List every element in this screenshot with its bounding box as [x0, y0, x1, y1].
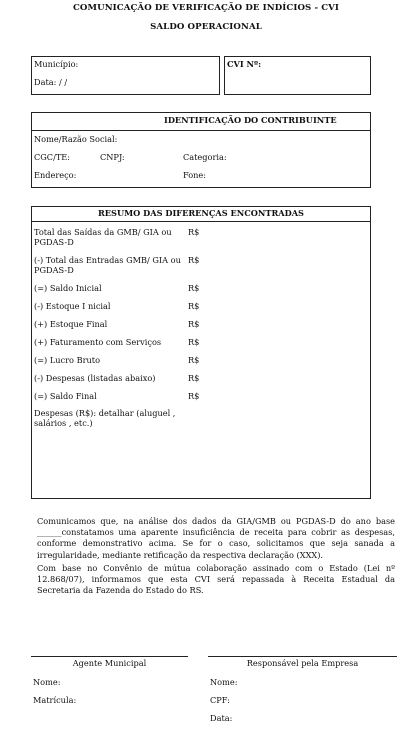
- row-despesas-value: R$: [188, 373, 200, 383]
- row-despesas-label: (-) Despesas (listadas abaixo): [34, 373, 156, 383]
- despesas-detalhar-line1: Despesas (R$): detalhar (aluguel ,: [34, 408, 176, 418]
- cgc-te-label: CGC/TE:: [34, 152, 71, 162]
- cvi-number-label: CVI Nº:: [227, 59, 262, 69]
- fone-label: Fone:: [183, 170, 207, 180]
- row-total-entradas-line2: PGDAS-D: [34, 265, 74, 275]
- agente-municipal-title: Agente Municipal: [72, 658, 147, 668]
- document-subtitle: SALDO OPERACIONAL: [150, 22, 262, 32]
- row-faturamento-servicos-value: R$: [188, 337, 200, 347]
- endereco-label: Endereço:: [34, 170, 77, 180]
- row-lucro-bruto-label: (=) Lucro Bruto: [34, 355, 101, 365]
- row-estoque-inicial-value: R$: [188, 301, 200, 311]
- municipio-label: Município:: [34, 59, 79, 69]
- cnpj-label: CNPJ:: [100, 152, 125, 162]
- agente-nome-label: Nome:: [33, 677, 61, 687]
- convenio-paragraph: Com base no Convênio de mútua colaboração assinado com o Estado (Lei nº 12.868/07), informamos que esta CVI será repassada à Receita Estadual da Secretaria da Fazenda do Estado do RS.: [37, 563, 395, 596]
- agente-signature-line: [31, 656, 188, 657]
- categoria-label: Categoria:: [183, 152, 227, 162]
- despesas-detalhar-line2: salários , etc.): [34, 418, 93, 428]
- row-faturamento-servicos-label: (+) Faturamento com Serviços: [34, 337, 162, 347]
- row-saldo-final-label: (=) Saldo Final: [34, 391, 97, 401]
- responsavel-empresa-title: Responsável pela Empresa: [246, 658, 359, 668]
- row-total-entradas-value: R$: [188, 255, 200, 265]
- row-saldo-inicial-label: (=) Saldo Inicial: [34, 283, 102, 293]
- row-total-saidas-value: R$: [188, 227, 200, 237]
- empresa-nome-label: Nome:: [210, 677, 238, 687]
- row-total-saidas-line1: Total das Saídas da GMB/ GIA ou: [34, 227, 172, 237]
- agente-matricula-label: Matrícula:: [33, 695, 77, 705]
- contribuinte-heading-divider: [31, 130, 371, 131]
- row-lucro-bruto-value: R$: [188, 355, 200, 365]
- document-title: COMUNICAÇÃO DE VERIFICAÇÃO DE INDÍCIOS - CVI: [72, 3, 340, 13]
- nome-razao-social-label: Nome/Razão Social:: [34, 134, 118, 144]
- row-saldo-final-value: R$: [188, 391, 200, 401]
- resumo-heading-divider: [31, 221, 371, 222]
- comunicado-paragraph: Comunicamos que, na análise dos dados da GIA/GMB ou PGDAS-D do ano base ______constatamos uma aparente insuficiência de receita para cobrir as despesas, conforme demonstrativo acima. Se for o caso, solicitamos que seja sanada a irregularidade, mediante retificação da respectiva declaração (XXX).: [37, 516, 395, 560]
- row-estoque-final-value: R$: [188, 319, 200, 329]
- row-estoque-inicial-label: (-) Estoque I nicial: [34, 301, 111, 311]
- row-total-saidas-line2: PGDAS-D: [34, 237, 74, 247]
- empresa-signature-line: [208, 656, 397, 657]
- row-estoque-final-label: (+) Estoque Final: [34, 319, 108, 329]
- row-saldo-inicial-value: R$: [188, 283, 200, 293]
- empresa-cpf-label: CPF:: [210, 695, 230, 705]
- empresa-data-label: Data:: [210, 713, 233, 723]
- contribuinte-heading: IDENTIFICAÇÃO DO CONTRIBUINTE: [164, 115, 337, 125]
- resumo-box: [31, 206, 371, 499]
- data-label: Data: / /: [34, 77, 68, 87]
- resumo-heading: RESUMO DAS DIFERENÇAS ENCONTRADAS: [98, 208, 304, 218]
- row-total-entradas-line1: (-) Total das Entradas GMB/ GIA ou: [34, 255, 181, 265]
